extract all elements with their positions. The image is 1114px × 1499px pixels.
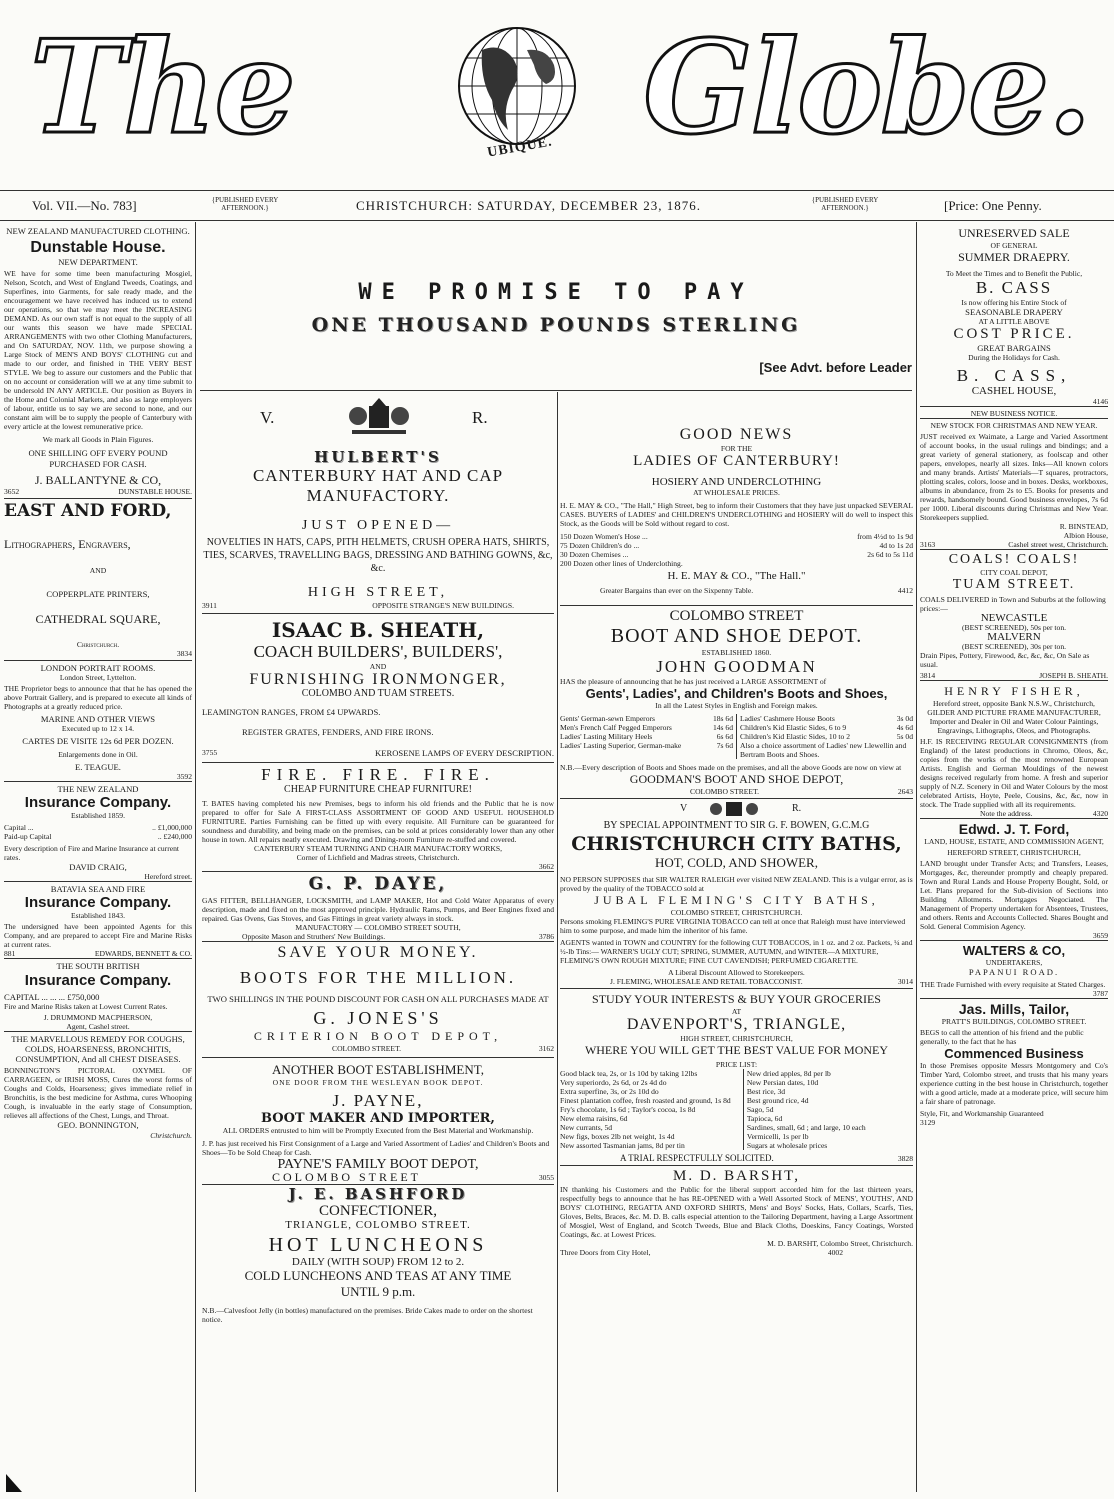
ford-body: LAND brought under Transfer Acts; and Transfers, Leases, Mortgages, &c, thereunder promptly and cheaply prepared. Town and Rural Lands and House Property Bought, Sold, or Let. Plans prepared for the Sub-division of Sections into Building Allotments. Mortgages Negociated. The Management of Property undertaken for Absentees, Trustees, and others. Rents and Accounts Collected. Shares Bought and Sold. General Commision Agency. <box>920 859 1108 932</box>
hulbert-line2: MANUFACTORY. <box>306 486 450 505</box>
mills-number: 3129 <box>920 1118 936 1128</box>
south-british-body: Fire and Marine Risks taken at Lowest Current Rates. <box>4 1001 168 1011</box>
cashel-house: CASHEL HOUSE, <box>971 385 1057 398</box>
baths-v: V <box>680 803 688 814</box>
may-good-news: GOOD NEWS <box>679 426 794 443</box>
davenport-table <box>560 1069 913 1150</box>
jones-depot: CRITERION BOOT DEPOT, <box>253 1029 503 1044</box>
cathedral-square: CATHEDRAL SQUARE, <box>35 612 161 627</box>
of-general: OF GENERAL <box>990 241 1038 250</box>
publication-note-right: {PUBLISHED EVERY AFTERNOON.} <box>811 196 879 212</box>
davenport-price-list: PRICE LIST: <box>715 1060 758 1070</box>
fisher-address: Hereford street, opposite Bank N.S.W., Christchurch, <box>933 699 1095 709</box>
baths-no-person: NO PERSON SUPPOSES that SIR WALTER RALEIGH ever visited NEW ZEALAND. This is a vulgar error, as is proved by the quality of the TOBACCO sold at <box>560 875 913 894</box>
little-above: AT A LITTLE ABOVE <box>978 317 1050 327</box>
goodman-has: HAS the pleasure of announcing that he has just received a LARGE ASSORTMENT of <box>560 677 827 686</box>
bashford-confectioner: CONFECTIONER, <box>319 1203 437 1220</box>
goodman-item: Gents' German-sewn Emperors <box>560 714 655 723</box>
bonnington-body: BONNINGTON'S PICTORAL OXYMEL OF CARRAGEEN, or IRISH MOSS, Cures the worst forms of Coughs and Colds, Hoarseness; gives immediate relief in Bronchitis, is the best medicine for Asthma, cures Whooping Cough, is invaluable in the early stage of Consumption, relieves all affections of the Chest, Lungs, and Throat. <box>4 1066 192 1121</box>
great-bargains: GREAT BARGAINS <box>977 343 1051 354</box>
goodman-price: 18s 6d <box>712 714 733 723</box>
goodman-gents: Gents', Ladies', and Children's Boots and Shoes, <box>585 686 888 701</box>
jones-boots: BOOTS FOR THE MILLION. <box>239 968 517 988</box>
ballantyne-house: DUNSTABLE HOUSE. <box>118 486 192 496</box>
teague-name: E. TEAGUE. <box>75 761 121 772</box>
baths-liberal: A Liberal Discount Allowed to Storekeepers. <box>668 968 805 978</box>
ford-number: 3659 <box>1092 931 1108 941</box>
walters-body: THE Trade Furnished with every requisite at Stated Charges. <box>920 980 1106 990</box>
to-meet: To Meet the Times and to Benefit the Public, <box>945 269 1083 278</box>
may-row-price: 2s 6d to 5s 11d <box>867 550 913 559</box>
marine-views: MARINE AND OTHER VIEWS <box>40 714 156 725</box>
volume-number: Vol. VII.—No. 783] <box>32 198 137 213</box>
column-4 <box>920 226 1108 1127</box>
grocery-item: New figs, boxes 2lb net weight, 1s 4d <box>560 1132 675 1142</box>
executed-size: Executed up to 12 x 14. <box>61 724 135 734</box>
may-body: H. E. MAY & CO., "The Hall," High Street, beg to inform their Customers that they have just unpacked SEVERAL CASES. BUYERS of LADIES' and CHILDREN'S UNDERCLOTHING and HOSIERY will do well to inspect this Stock, as the Goods will be Sold without regard to cost. <box>560 501 913 528</box>
established-1859: Established 1859. <box>71 811 125 821</box>
plain-figures: We mark all Goods in Plain Figures. <box>42 435 154 445</box>
jones-save: SAVE YOUR MONEY. <box>277 944 479 962</box>
fire-heading: FIRE. FIRE. FIRE. <box>261 764 495 784</box>
goodman-established: ESTABLISHED 1860. <box>701 648 772 657</box>
davenport-at: AT <box>731 1007 742 1017</box>
coals-heading: COALS! COALS! <box>948 551 1080 567</box>
walters-undertakers: UNDERTAKERS, <box>985 958 1043 968</box>
goodman-item: Ladies' Cashmere House Boots <box>740 714 835 723</box>
baths-jubal: JUBAL FLEMING'S CITY BATHS, <box>594 893 879 908</box>
east-ford-title: EAST AND FORD, <box>4 500 172 521</box>
hulbert-high-street: HIGH STREET, <box>307 585 449 600</box>
baths-r: R. <box>792 803 802 814</box>
baths-agents: AGENTS wanted in TOWN and COUNTRY for the following CUT TOBACCOS, in 1 oz. and 2 oz. Packets, ¼ and ½-lb Tins:— WARNER'S UGLY CUT; SPRING, SUMMER, AUTUMN, and WINTER—A MIXTURE, FLEMING'S OWN ROUGH MIXTURE; FINE CUT CAVENDISH; PERFUMED CIGARETTE. <box>560 938 913 966</box>
payne-number: 3055 <box>538 1173 554 1183</box>
cashel-west: Cashel street west, Christchurch. <box>1008 539 1108 549</box>
drain-pipes: Drain Pipes, Pottery, Firewood, &c, &c, &c, On Sale as usual. <box>920 651 1090 670</box>
new-stock: NEW STOCK FOR CHRISTMAS AND NEW YEAR. <box>930 420 1098 430</box>
malvern-price: (BEST SCREENED), 30s per ton. <box>961 642 1067 652</box>
fisher-gilder: GILDER AND PICTURE FRAME MANUFACTURER, <box>927 708 1101 718</box>
albion-house: Albion House, <box>1063 530 1108 540</box>
sheath-line1: COACH BUILDERS', BUILDERS', <box>253 642 503 661</box>
jones-two-shillings: TWO SHILLINGS IN THE POUND DISCOUNT FOR CASH ON ALL PURCHASES MADE AT <box>207 994 549 1005</box>
malvern: MALVERN <box>987 630 1041 643</box>
walters-number: 3787 <box>1092 989 1108 999</box>
may-row-label: 200 Dozen other lines of Underclothing. <box>560 559 683 568</box>
bonnington-signature: GEO. BONNINGTON, <box>57 1120 139 1131</box>
barsht-name: M. D. BARSHT, <box>673 1168 800 1185</box>
may-ladies: LADIES OF CANTERBURY! <box>633 453 840 469</box>
royal-crest-icon <box>342 396 416 440</box>
masthead-motto: UBIQUE. <box>486 134 554 161</box>
hulbert-r: R. <box>472 408 488 427</box>
henry-fisher: HENRY FISHER, <box>944 684 1084 699</box>
goodman-item: Children's Kid Elastic Sides, 6 to 9 <box>740 723 847 732</box>
crest-icon <box>704 799 764 819</box>
grocery-item: Sugars at wholesale prices <box>746 1141 828 1151</box>
goodman-item: Children's Kid Elastic Sides, 10 to 2 <box>740 732 850 741</box>
sheath-line2: FURNISHING IRONMONGER, <box>249 671 507 688</box>
hulbert-name: HULBERT'S <box>314 448 442 466</box>
remedy-heading: THE MARVELLOUS REMEDY FOR COUGHS, COLDS, HOARSENESS, BRONCHITIS, CONSUMPTION, And all CHEST DISEASES. <box>11 1033 185 1065</box>
newcastle-price: (BEST SCREENED), 50s per ton. <box>961 622 1067 632</box>
payne-colombo: COLOMBO STREET <box>272 1170 422 1185</box>
payne-maker: BOOT MAKER AND IMPORTER, <box>261 1111 495 1127</box>
goodman-name: JOHN GOODMAN <box>656 657 817 676</box>
shilling-off: ONE SHILLING OFF EVERY POUND PURCHASED FOR CASH. <box>28 448 168 469</box>
bashford-triangle: TRIANGLE, COLOMBO STREET. <box>285 1219 471 1232</box>
goodman-price: 7s 6d <box>716 741 733 750</box>
sheath-and: AND <box>369 662 387 671</box>
jones-number: 3162 <box>538 1044 554 1054</box>
goodman-item: Ladies' Lasting Military Heels <box>560 732 653 741</box>
bonnington-place: Christchurch. <box>150 1130 192 1140</box>
cartes-de-visite: CARTES DE VISITE 12s 6d PER DOZEN. <box>22 736 174 747</box>
hulbert-v: V. <box>260 408 275 427</box>
daye-manufactory: MANUFACTORY — COLOMBO STREET SOUTH, <box>295 923 461 933</box>
goodman-price-table <box>560 714 913 759</box>
batavia-insurance: Insurance Company. <box>24 894 172 912</box>
copperplate: COPPERPLATE PRINTERS, <box>46 588 150 599</box>
barsht-body: IN thanking his Customers and the Public for the liberal support accorded him for the last thirteen years, respectfully begs to announce that he has RE-OPENED with a Well Assorted Stock of MENS', YOUTHS', AND BOYS' CLOTHING, REGATTA AND OXFORD SHIRTS, Mens' and Boys' Socks, Hats, Collars, Scarfs, Ties, Gloves, Belts, Braces, &c. M. D. B. calls especial attention to the Tailoring Department, having a Large Assortment of Mosgiel, West of England, and Scotch Tweeds, Blue and Black Cloths, Doeskins, Fancy Coatings, Worsted Coatings, &c. at Lowest Prices. <box>560 1185 913 1240</box>
walters-papanui: PAPANUI ROAD. <box>968 967 1060 978</box>
pounds-sterling-line: ONE THOUSAND POUNDS STERLING <box>311 314 801 336</box>
masthead-title-left: The <box>30 13 294 163</box>
fire-corner: Corner of Lichfield and Madras streets, Christchurch. <box>296 853 460 863</box>
south-british-insurance: Insurance Company. <box>24 971 172 989</box>
payne-all-orders: ALL ORDERS entrusted to him will be Promptly Executed from the Best Material and Workmanship. <box>222 1126 534 1136</box>
established-1843: Established 1843. <box>71 911 125 921</box>
macpherson-name: J. DRUMMOND MACPHERSON, <box>43 1012 153 1022</box>
seasonable-drapery: SEASONABLE DRAPERY <box>965 307 1063 317</box>
christchurch-label: Christchurch. <box>76 640 120 650</box>
enlargements: Enlargements done in Oil. <box>58 749 138 759</box>
tuam-street: TUAM STREET. <box>952 576 1076 592</box>
coals-body: COALS DELIVERED in Town and Suburbs at the following prices:— <box>920 594 1106 613</box>
goodman-item: Also a choice assortment of Ladies' new Llewellin and Bertram Boots and Shoes. <box>740 741 907 759</box>
lyttelton: London Street, Lyttelton. <box>59 673 137 683</box>
dunstable-body: WE have for some time been manufacturing Mosgiel, Nelson, Scotch, and West of England Tweeds, Coatings, and Superfines, into Garments, for sale ready made, and the encouragement we have received has induced us to extend our operations, so that we may meet the INCREASING DEMAND. As our own staff is not equal to the supply of all our wants this season we have made SPECIAL ARRANGEMENTS with two other Clothing Manufacturers, and On SATURDAY, NOV. 11th, we purpose showing a Large Stock of MEN'S AND BOYS' CLOTHING cut and made to our order, and finished in THE VERY BEST STYLE. We beg to assure our customers and the Public that on no account or consideration will we at any time submit to be undersold IN ANY ARTICLE. Our position as Buyers in the Home and Colonial Markets, and also as large employers of labour, entitle us to say we are second to none, and our constant aim will be to supply the people of Canterbury with every article at the lowest remunerative price. <box>4 269 192 432</box>
baths-persons: Persons smoking FLEMING'S PURE VIRGINIA TOBACCO can tell at once that Raleigh must have interviewed him to some purpose, and made him the inheritor of his fame. <box>560 917 906 936</box>
baths-hot: HOT, COLD, AND SHOWER, <box>655 855 818 871</box>
hulbert-number: 3911 <box>202 601 217 610</box>
goodman-price: 6s 6d <box>716 732 733 741</box>
dunstable-title: Dunstable House. <box>30 239 166 257</box>
grocery-item: New currants, 5d <box>560 1123 613 1133</box>
baths-special: BY SPECIAL APPOINTMENT TO SIR G. F. BOWEN, G.C.M.G <box>603 820 870 831</box>
may-row-label: 30 Dozen Chemises ... <box>560 550 629 559</box>
joseph-sheath: JOSEPH B. SHEATH. <box>1039 671 1108 681</box>
cass-name-2: B. CASS, <box>956 366 1072 386</box>
batavia-heading: BATAVIA SEA AND FIRE <box>50 884 146 895</box>
may-hosiery: HOSIERY AND UNDERCLOTHING <box>651 476 822 488</box>
jones-street: COLOMBO STREET. <box>332 1044 402 1054</box>
capital-label: Capital ... <box>4 823 34 833</box>
daye-number: 3786 <box>538 932 554 942</box>
bashford-name: J. E. BASHFORD <box>288 1185 468 1204</box>
daye-opposite: Opposite Mason and Struthers' New Buildings. <box>242 932 386 942</box>
and-label: AND <box>89 565 107 575</box>
payne-family-depot: PAYNE'S FAMILY BOOT DEPOT, <box>277 1157 479 1173</box>
promise-line: WE PROMISE TO PAY <box>358 280 754 305</box>
grocery-item: New Persian dates, 10d <box>746 1078 819 1088</box>
hulbert-opposite: OPPOSITE STRANGE'S NEW BUILDINGS. <box>372 601 514 610</box>
edwards-name: EDWARDS, BENNETT & CO. <box>94 949 192 959</box>
fire-body: T. BATES having completed his new Premises, begs to inform his old friends and the Public that he is now prepared to offer for Sale A FIRST-CLASS ASSORTMENT OF GOOD AND USEFUL HOUSEHOLD FURNITURE. Parties Furnishing can be fitted up with every requisite. All Furniture can be guaranteed for soundness and durability, and being made on the premises, can be sold at prices considerably lower than any other house in town. All repairs neatly executed. Drawing and Dining-room Furniture re-stuffed and covered. <box>202 799 554 845</box>
payne-jp: J. P. has just received his First Consignment of a Large and Varied Assortment of Ladies' and Children's Boots and Shoes—To be Sold Cheap for Cash. <box>202 1139 550 1158</box>
dateline <box>0 192 1114 220</box>
globe-icon <box>442 20 592 160</box>
bashford-cold: COLD LUNCHEONS AND TEAS AT ANY TIME <box>244 1267 512 1283</box>
goodman-price: 4s 6d <box>896 723 913 732</box>
mills-body: In those Premises opposite Messrs Montgomery and Co's Timber Yard, Colombo street, and trusts that his many years experience cutting in the best house in Christchurch, together with a good article, made at a moderate price, will secure him a fair share of patronage. <box>920 1061 1108 1107</box>
goodman-colombo: COLOMBO STREET <box>669 608 804 624</box>
masthead-title-right: Globe. <box>643 13 1090 163</box>
goodman-item: Men's French Calf Pegged Emperors <box>560 723 672 732</box>
column-1 <box>4 226 192 1140</box>
davenport-trial: A TRIAL RESPECTFULLY SOLICITED. <box>620 1153 774 1164</box>
grocery-item: Vermicelli, 1s per lb <box>746 1132 809 1142</box>
mills-begs: BEGS to call the attention of his friend and the public generally, to the fact that he has <box>920 1028 1084 1047</box>
hulbert-line1: CANTERBURY HAT AND CAP <box>252 466 504 485</box>
column-2 <box>202 396 554 1324</box>
during-holidays: During the Holidays for Cash. <box>968 353 1060 363</box>
mills-commenced: Commenced Business <box>944 1046 1084 1062</box>
ford-name: Edwd. J. T. Ford, <box>958 821 1070 838</box>
sheath-grates: REGISTER GRATES, FENDERS, AND FIRE IRONS. <box>242 727 434 738</box>
dateline-center: CHRISTCHURCH: SATURDAY, DECEMBER 23, 1876. <box>356 198 702 213</box>
barsht-number: 4002 <box>827 1248 843 1258</box>
grocery-item: Very superiordo, 2s 6d, or 2s 4d do <box>560 1078 667 1088</box>
davenport-where: WHERE YOU WILL GET THE BEST VALUE FOR MONEY <box>584 1043 889 1058</box>
hulbert-body: NOVELTIES IN HATS, CAPS, PITH HELMETS, CRUSH OPERA HATS, SHIRTS, TIES, SCARVES, TRAVELLING BAGS, DRESSING AND BATHING GOWNS, &c, &c. <box>203 537 553 574</box>
barsht-three-doors: Three Doors from City Hotel, <box>560 1248 651 1258</box>
baths-number: 3014 <box>897 977 913 987</box>
grocery-item: New dried apples, 8d per lb <box>746 1069 831 1079</box>
mills-name: Jas. Mills, Tailor, <box>958 1001 1070 1018</box>
sheath-line3: COLOMBO AND TUAM STREETS. <box>301 688 455 699</box>
goodman-item: Ladies' Lasting Superior, German-make <box>560 741 682 750</box>
teague-number: 3592 <box>176 771 192 781</box>
ballantyne-number: 3652 <box>4 486 20 496</box>
baths-signature: J. FLEMING, WHOLESALE AND RETAIL TOBACCONIST. <box>610 977 803 987</box>
cass-number: 4146 <box>1092 396 1108 406</box>
davenport-study: STUDY YOUR INTERESTS & BUY YOUR GROCERIES <box>592 992 881 1007</box>
goodmans-depot: GOODMAN'S BOOT AND SHOE DEPOT, <box>629 772 844 786</box>
city-coal-depot: CITY COAL DEPOT, <box>980 567 1048 577</box>
baths-name: CHRISTCHURCH CITY BATHS, <box>571 833 902 856</box>
may-wholesale: AT WHOLESALE PRICES. <box>693 488 780 497</box>
payne-name: J. PAYNE, <box>332 1091 424 1111</box>
hereford-street: Hereford street. <box>144 872 192 882</box>
bashford-hot: HOT LUNCHEONS <box>268 1234 488 1257</box>
jones-name: G. JONES'S <box>313 1008 443 1029</box>
south-british-heading: THE SOUTH BRITISH <box>56 961 140 972</box>
south-british-capital: CAPITAL ... ... ... £750,000 <box>4 991 100 1002</box>
grocery-item: Finest plantation coffee, fresh roasted and ground, 1s 8d <box>560 1096 731 1106</box>
page-corner-triangle-icon <box>6 1474 22 1492</box>
fisher-importer: Importer and Dealer in Oil and Water Colour Paintings, Engravings, Lithographs, Oleos, and Photographs. <box>929 717 1099 736</box>
summer-drapery: SUMMER DRAEPRY. <box>958 250 1070 264</box>
grocery-item: Sardines, small, 6d ; and large, 10 each <box>746 1123 866 1133</box>
walters-name: WALTERS & CO, <box>962 943 1066 959</box>
goodman-depot: BOOT AND SHOE DEPOT. <box>610 625 863 647</box>
may-row-price: 4d to 1s 2d <box>879 541 913 550</box>
fire-subheading: CHEAP FURNITURE CHEAP FURNITURE! <box>284 783 472 795</box>
cass-name: B. CASS <box>975 278 1053 297</box>
publication-note-left: {PUBLISHED EVERY AFTERNOON.} <box>211 196 279 212</box>
goodman-latest: In all the Latest Styles in English and Foreign makes. <box>655 701 818 710</box>
goodman-street: COLOMBO STREET. <box>690 787 760 796</box>
payne-one-door: ONE DOOR FROM THE WESLEYAN BOOK DEPOT. <box>272 1078 484 1088</box>
new-business-notice: NEW BUSINESS NOTICE. <box>970 408 1058 418</box>
column-3 <box>560 426 913 1257</box>
grocery-item: New assorted Tasmanian jams, 8d per tin <box>560 1141 685 1151</box>
promise-banner <box>200 230 912 390</box>
sheath-number: 3755 <box>202 747 218 757</box>
baths-colombo: COLOMBO STREET, CHRISTCHURCH. <box>670 908 803 918</box>
may-price-list <box>560 532 913 568</box>
london-portrait: LONDON PORTRAIT ROOMS. <box>40 663 156 674</box>
sheath-coal-number: 3814 <box>920 671 936 681</box>
paidup-value: .. £240,000 <box>157 832 192 842</box>
grocery-item: Sago, 5d <box>746 1105 774 1115</box>
fisher-number: 4320 <box>1092 809 1108 819</box>
sheath-kerosene: KEROSENE LAMPS OF EVERY DESCRIPTION. <box>375 747 554 758</box>
grocery-item: Fry's chocolate, 1s 6d ; Taylor's cocoa, 1s 8d <box>560 1105 696 1115</box>
grocery-item: Good black tea, 2s, or 1s 10d by taking 12lbs <box>560 1069 698 1079</box>
barsht-signature: M. D. BARSHT, Colombo Street, Christchurch. <box>767 1239 913 1249</box>
davenport-name: DAVENPORT'S, TRIANGLE, <box>626 1016 847 1034</box>
ballantyne-name: J. BALLANTYNE & CO, <box>34 472 162 487</box>
nz-insurance-company: Insurance Company. <box>24 794 172 812</box>
grocery-item: Best ground rice, 4d <box>746 1096 809 1106</box>
goodman-number: 2643 <box>897 787 913 796</box>
grocery-item: Tapioca, 6d <box>746 1114 783 1124</box>
ford-land: LAND, HOUSE, ESTATE, AND COMMISSION AGENT, <box>924 837 1104 847</box>
goodman-price: 5s 0d <box>896 732 913 741</box>
may-greater: Greater Bargains than ever on the Sixpenny Table. <box>600 586 754 595</box>
see-advt: [See Advt. before Leader <box>759 360 912 375</box>
daye-body: GAS FITTER, BELLHANGER, LOCKSMITH, and LAMP MAKER, Hot and Cold Water Apparatus of every description, made and fixed on the most approved principle. Hydraulic Rams, Pumps, and Beer Engines fixed and repaired. Gas Ovens, Gas Stoves, and Gas Fittings in great variety always in stock. <box>202 896 554 924</box>
binstead-body: JUST received ex Waimate, a Large and Varied Assortment of account books, in the usual rulings and bindings; and a great variety of general stationery, as foolscap and other papers, envelopes, nearly all sizes. Inks—All known colors and many brands. Artists' Materials—T squares, protractors, plotting scales, colors, loose and in boxes. Desks, workboxes, albums in abundance, from 2s to £5. Books for presents and rewards, handsomely bound. Good business envelopes, 7s 6d per 1000. Liberal discounts during Christmas and New Year. Storekeepers supplied. <box>920 431 1108 522</box>
fisher-body: H.F. IS RECEIVING REGULAR CONSIGNMENTS (from England) of the latest productions in Chromo, Oleos, &c, copies from the works of the most renowned European Artists. English and German Mouldings of the newest designs received regularly from home. A fresh and superior supply of N.Z. Scenery in Oil and Water Colours by the most celebrated Artists, Hoyte, Peele, Cousins, &c, &c, now in stock. The Trade supplied with all its requirements. <box>920 737 1108 810</box>
paidup-label: Paid-up Capital <box>4 832 52 842</box>
batavia-body: The undersigned have been appointed Agents for this Company, and are prepared to accept Fire and Marine Risks at current rates. <box>4 922 192 950</box>
goodman-price: 3s 0d <box>896 714 913 723</box>
davenport-high: HIGH STREET, CHRISTCHURCH, <box>680 1034 793 1044</box>
david-craig: DAVID CRAIG, <box>69 862 127 873</box>
fire-works: CANTERBURY STEAM TURNING AND CHAIR MANUFACTORY WORKS, <box>253 844 503 854</box>
payne-another: ANOTHER BOOT ESTABLISHMENT, <box>272 1062 484 1078</box>
newcastle: NEWCASTLE <box>980 611 1048 624</box>
bashford-daily: DAILY (WITH SOUP) FROM 12 to 2. <box>291 1256 465 1269</box>
east-ford-number: 3834 <box>176 649 192 659</box>
london-body: THE Proprietor begs to announce that that he has opened the above Portrait Gallery, and is prepared to execute all kinds of Photographs at a greatly reduced price. <box>4 684 192 712</box>
litho-line: Lithographers, Engravers, <box>4 536 131 551</box>
may-number: 4412 <box>897 586 913 595</box>
may-row-label: 150 Dozen Women's Hose ... <box>560 532 648 541</box>
grocery-item: Extra superfine, 3s, or 2s 10d do <box>560 1087 659 1097</box>
may-row-label: 75 Dozen Children's do ... <box>560 541 640 550</box>
may-signature: H. E. MAY & CO., "The Hall." <box>667 570 806 582</box>
capital-table <box>4 823 192 841</box>
fire-number: 3662 <box>538 862 554 872</box>
unreserved-sale: UNRESERVED SALE <box>958 226 1070 240</box>
binstead-number: 3163 <box>920 539 936 549</box>
mills-style: Style, Fit, and Workmanship Guaranteed <box>920 1109 1044 1119</box>
bashford-until: UNTIL 9 p.m. <box>340 1283 416 1299</box>
goodman-price: 14s 6d <box>712 723 733 732</box>
capital-value: .. £1,000,000 <box>152 823 192 833</box>
edwards-number: 881 <box>4 949 16 959</box>
sheath-ranges: LEAMINGTON RANGES, FROM £4 UPWARDS. <box>202 707 381 718</box>
cost-price: COST PRICE. <box>953 326 1075 343</box>
price: [Price: One Penny. <box>944 198 1042 213</box>
sheath-name: ISAAC B. SHEATH, <box>271 618 485 642</box>
davenport-number: 3828 <box>897 1154 913 1164</box>
may-row-price: from 4½d to 1s 9d <box>857 532 913 541</box>
may-for-the: FOR THE <box>720 444 753 453</box>
every-description: Every description of Fire and Marine Insurance at current rates. <box>4 844 180 863</box>
nz-insurance-heading: THE NEW ZEALAND <box>57 783 139 794</box>
note-address: Note the address. <box>980 809 1033 819</box>
hulbert-just-opened: JUST OPENED— <box>301 518 455 533</box>
agent-cashel: Agent, Cashel street. <box>66 1021 130 1031</box>
new-department: NEW DEPARTMENT. <box>58 257 138 268</box>
bashford-nb: N.B.—Calvesfoot Jelly (in bottles) manufactured on the premises. Bride Cakes made to order on the shortest notice. <box>202 1305 533 1324</box>
daye-name: G. P. DAYE, <box>308 874 448 895</box>
mills-pratt: PRATT'S BUILDINGS, COLOMBO STREET. <box>941 1017 1087 1027</box>
grocery-item: Best rice, 3d <box>746 1087 786 1097</box>
ford-hereford: HEREFORD STREET, CHRISTCHURCH, <box>947 848 1081 858</box>
is-now-offering: Is now offering his Entire Stock of <box>961 298 1067 307</box>
nz-manufactured-heading: NEW ZEALAND MANUFACTURED CLOTHING. <box>6 226 190 236</box>
goodman-nb: N.B.—Every description of Boots and Shoes made on the premises, and all the above Goods are now on view at <box>560 763 902 772</box>
grocery-item: New elema raisins, 6d <box>560 1114 628 1124</box>
binstead-name: R. BINSTEAD, <box>1059 521 1108 531</box>
